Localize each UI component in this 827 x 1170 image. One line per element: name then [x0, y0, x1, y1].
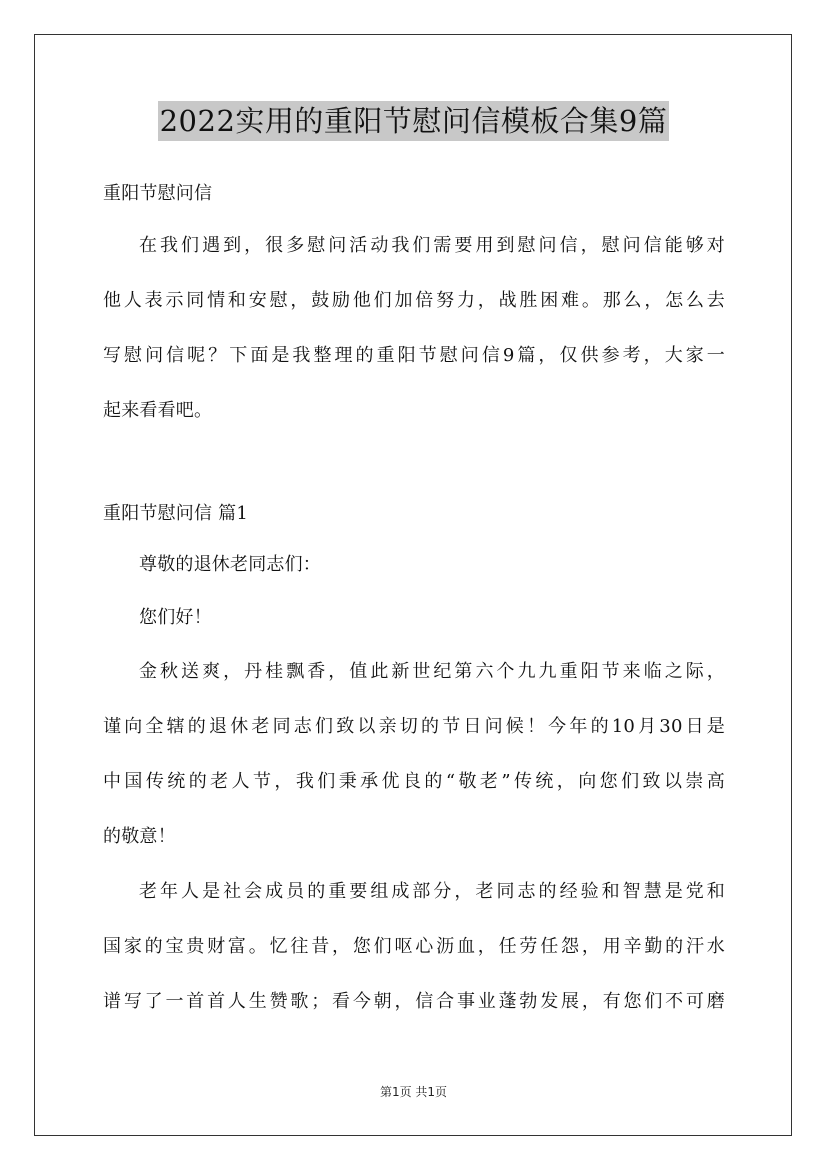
- intro-line: 起来看看吧。: [103, 400, 213, 421]
- section-heading: 重阳节慰问信: [103, 183, 213, 204]
- paragraph-line: 谱写了一首首人生赞歌；看今朝，信合事业蓬勃发展，有您们不可磨: [103, 991, 725, 1012]
- paragraph-1: [103, 644, 725, 864]
- paragraph-line: 的敬意！: [103, 826, 176, 847]
- intro-line: 写慰问信呢？下面是我整理的重阳节慰问信9篇，仅供参考，大家一: [103, 345, 725, 366]
- paragraph-line: 中国传统的老人节，我们秉承优良的“敬老”传统，向您们致以崇高: [103, 771, 725, 792]
- intro-line: 在我们遇到，很多慰问活动我们需要用到慰问信，慰问信能够对: [139, 235, 725, 256]
- title-container: [0, 101, 827, 141]
- paragraph-line: 国家的宝贵财富。忆往昔，您们呕心沥血，任劳任怨，用辛勤的汗水: [103, 936, 725, 957]
- article-heading: 重阳节慰问信 篇1: [103, 503, 248, 524]
- document-body: [103, 170, 725, 1029]
- intro-line: 他人表示同情和安慰，鼓励他们加倍努力，战胜困难。那么，怎么去: [103, 290, 725, 311]
- greeting: 您们好！: [139, 607, 212, 628]
- intro-paragraph: [103, 218, 725, 438]
- paragraph-line: 金秋送爽，丹桂飘香，值此新世纪第六个九九重阳节来临之际，: [139, 661, 725, 682]
- paragraph-line: 谨向全辖的退休老同志们致以亲切的节日问候！今年的10月30日是: [103, 716, 725, 737]
- page-footer: 第1页 共1页: [379, 1085, 448, 1099]
- salutation: 尊敬的退休老同志们：: [139, 554, 321, 575]
- paragraph-2: [103, 864, 725, 1029]
- document-title: 2022实用的重阳节慰问信模板合集9篇: [158, 101, 670, 141]
- spacer: [103, 438, 725, 490]
- paragraph-line: 老年人是社会成员的重要组成部分，老同志的经验和智慧是党和: [139, 881, 725, 902]
